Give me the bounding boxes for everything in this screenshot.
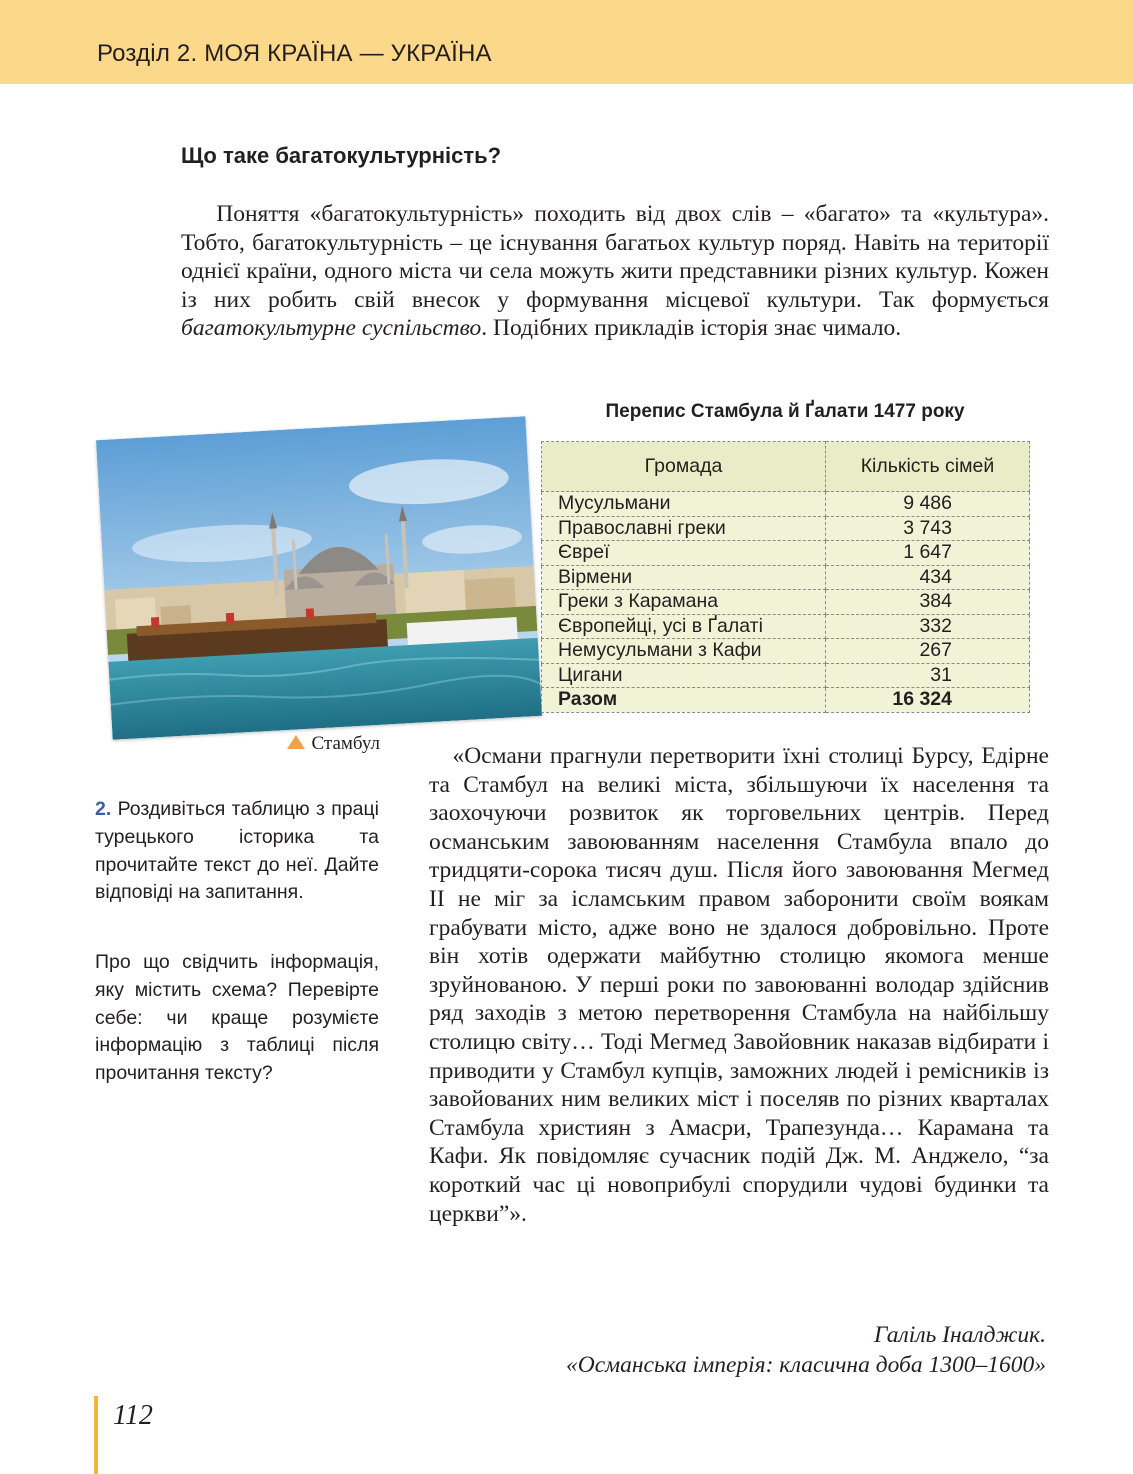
community-cell: Євреї [542,541,826,566]
families-cell: 267 [826,639,1030,664]
community-cell: Вірмени [542,565,826,590]
families-cell: 3 743 [826,516,1030,541]
community-cell: Православні греки [542,516,826,541]
intro-text-part1: Поняття «багатокультурність» походить від двох слів – «багато» та «культура». Тобто, багатокультурність – це існування багатьох культур поряд. Навіть на території однієї країни, одного міста чи села можуть жити представники різних культур. Кожен із них робить свій внесок у формування місцевої культури. Так формується [181,201,1049,313]
community-cell: Мусульмани [542,492,826,517]
total-value: 16 324 [826,688,1030,713]
community-cell: Греки з Карамана [542,590,826,615]
table-row [542,663,1030,688]
census-table [541,441,1030,713]
photo-caption-text: Стамбул [311,733,380,754]
families-cell: 332 [826,614,1030,639]
table-row [542,516,1030,541]
istanbul-photo [96,416,542,740]
table-row [542,541,1030,566]
column-header-community: Громада [542,442,826,492]
section-heading: Що таке багатокультурність? [181,143,502,168]
community-cell: Цигани [542,663,826,688]
quote-author: Галіль Іналджик. [874,1322,1046,1348]
table-row [542,590,1030,615]
page-number: 112 [113,1400,153,1431]
intro-text-part2: . Подібних прикладів історія знає чимало. [481,315,902,341]
census-table-title: Перепис Стамбула й Ґалати 1477 року [605,401,965,422]
quote-source: «Османська імперія: класична доба 1300–1600» [565,1352,1046,1378]
families-cell: 434 [826,565,1030,590]
table-total-row [542,688,1030,713]
table-row [542,565,1030,590]
table-row [542,639,1030,664]
task-text: Роздивіться таблицю з праці турецького історика та прочитайте текст до неї. Дайте відповіді на запитання. [95,798,379,904]
page-accent-bar [94,1396,98,1474]
chapter-title: Розділ 2. МОЯ КРАЇНА — УКРАЇНА [97,40,492,67]
intro-italic-term: багатокультурне суспільство [181,315,482,341]
task-question: Про що свідчить інформація, яку містить схема? Перевірте себе: чи краще розумієте інформацію з таблиці після прочитання тексту? [95,951,379,1085]
families-cell: 384 [826,590,1030,615]
families-cell: 9 486 [826,492,1030,517]
historian-quote [429,742,1049,1228]
table-header-row [542,442,1030,492]
community-cell: Європейці, усі в Ґалаті [542,614,826,639]
triangle-icon [287,735,305,749]
table-row [542,492,1030,517]
families-cell: 31 [826,663,1030,688]
task-number: 2. [95,798,112,820]
total-label: Разом [542,688,826,713]
task-instruction [95,796,379,907]
intro-paragraph [181,200,1049,343]
quote-text: «Османи прагнули перетворити їхні столиці Бурсу, Едірне та Стамбул на великі міста, збільшуючи їх населення та заохочуючи розвиток як торговельних центрів. Перед османським завоюванням населення Стамбула впало до тридцяти-сорока тисяч душ. Після його завоювання Мегмед ІІ не міг за ісламським правом заборонити своїм воякам грабувати місто, адже воно не здалося добровільно. Проте він хотів одержати майбутню столицю якомога менше зруйнованою. У перші роки по завоюванні володар здійснив ряд заходів з метою перетворення Стамбула на найбільшу столицю світу… Тоді Мегмед Завойовник наказав відбирати і приводити у Стамбул купців, заможних людей і ремісників із завойованих ним великих міст і поселяв по різних кварталах Стамбула християн з Амасри, Трапезунда… Карамана та Кафи. Як повідомляє сучасник подій Дж. М. Анджело, “за короткий час ці новоприбулі спорудили чудові будинки та церкви”». [429,743,1049,1227]
column-header-families: Кількість сімей [826,442,1030,492]
chapter-header [0,0,1133,84]
table-row [542,614,1030,639]
community-cell: Немусульмани з Кафи [542,639,826,664]
photo-caption [270,733,380,755]
families-cell: 1 647 [826,541,1030,566]
